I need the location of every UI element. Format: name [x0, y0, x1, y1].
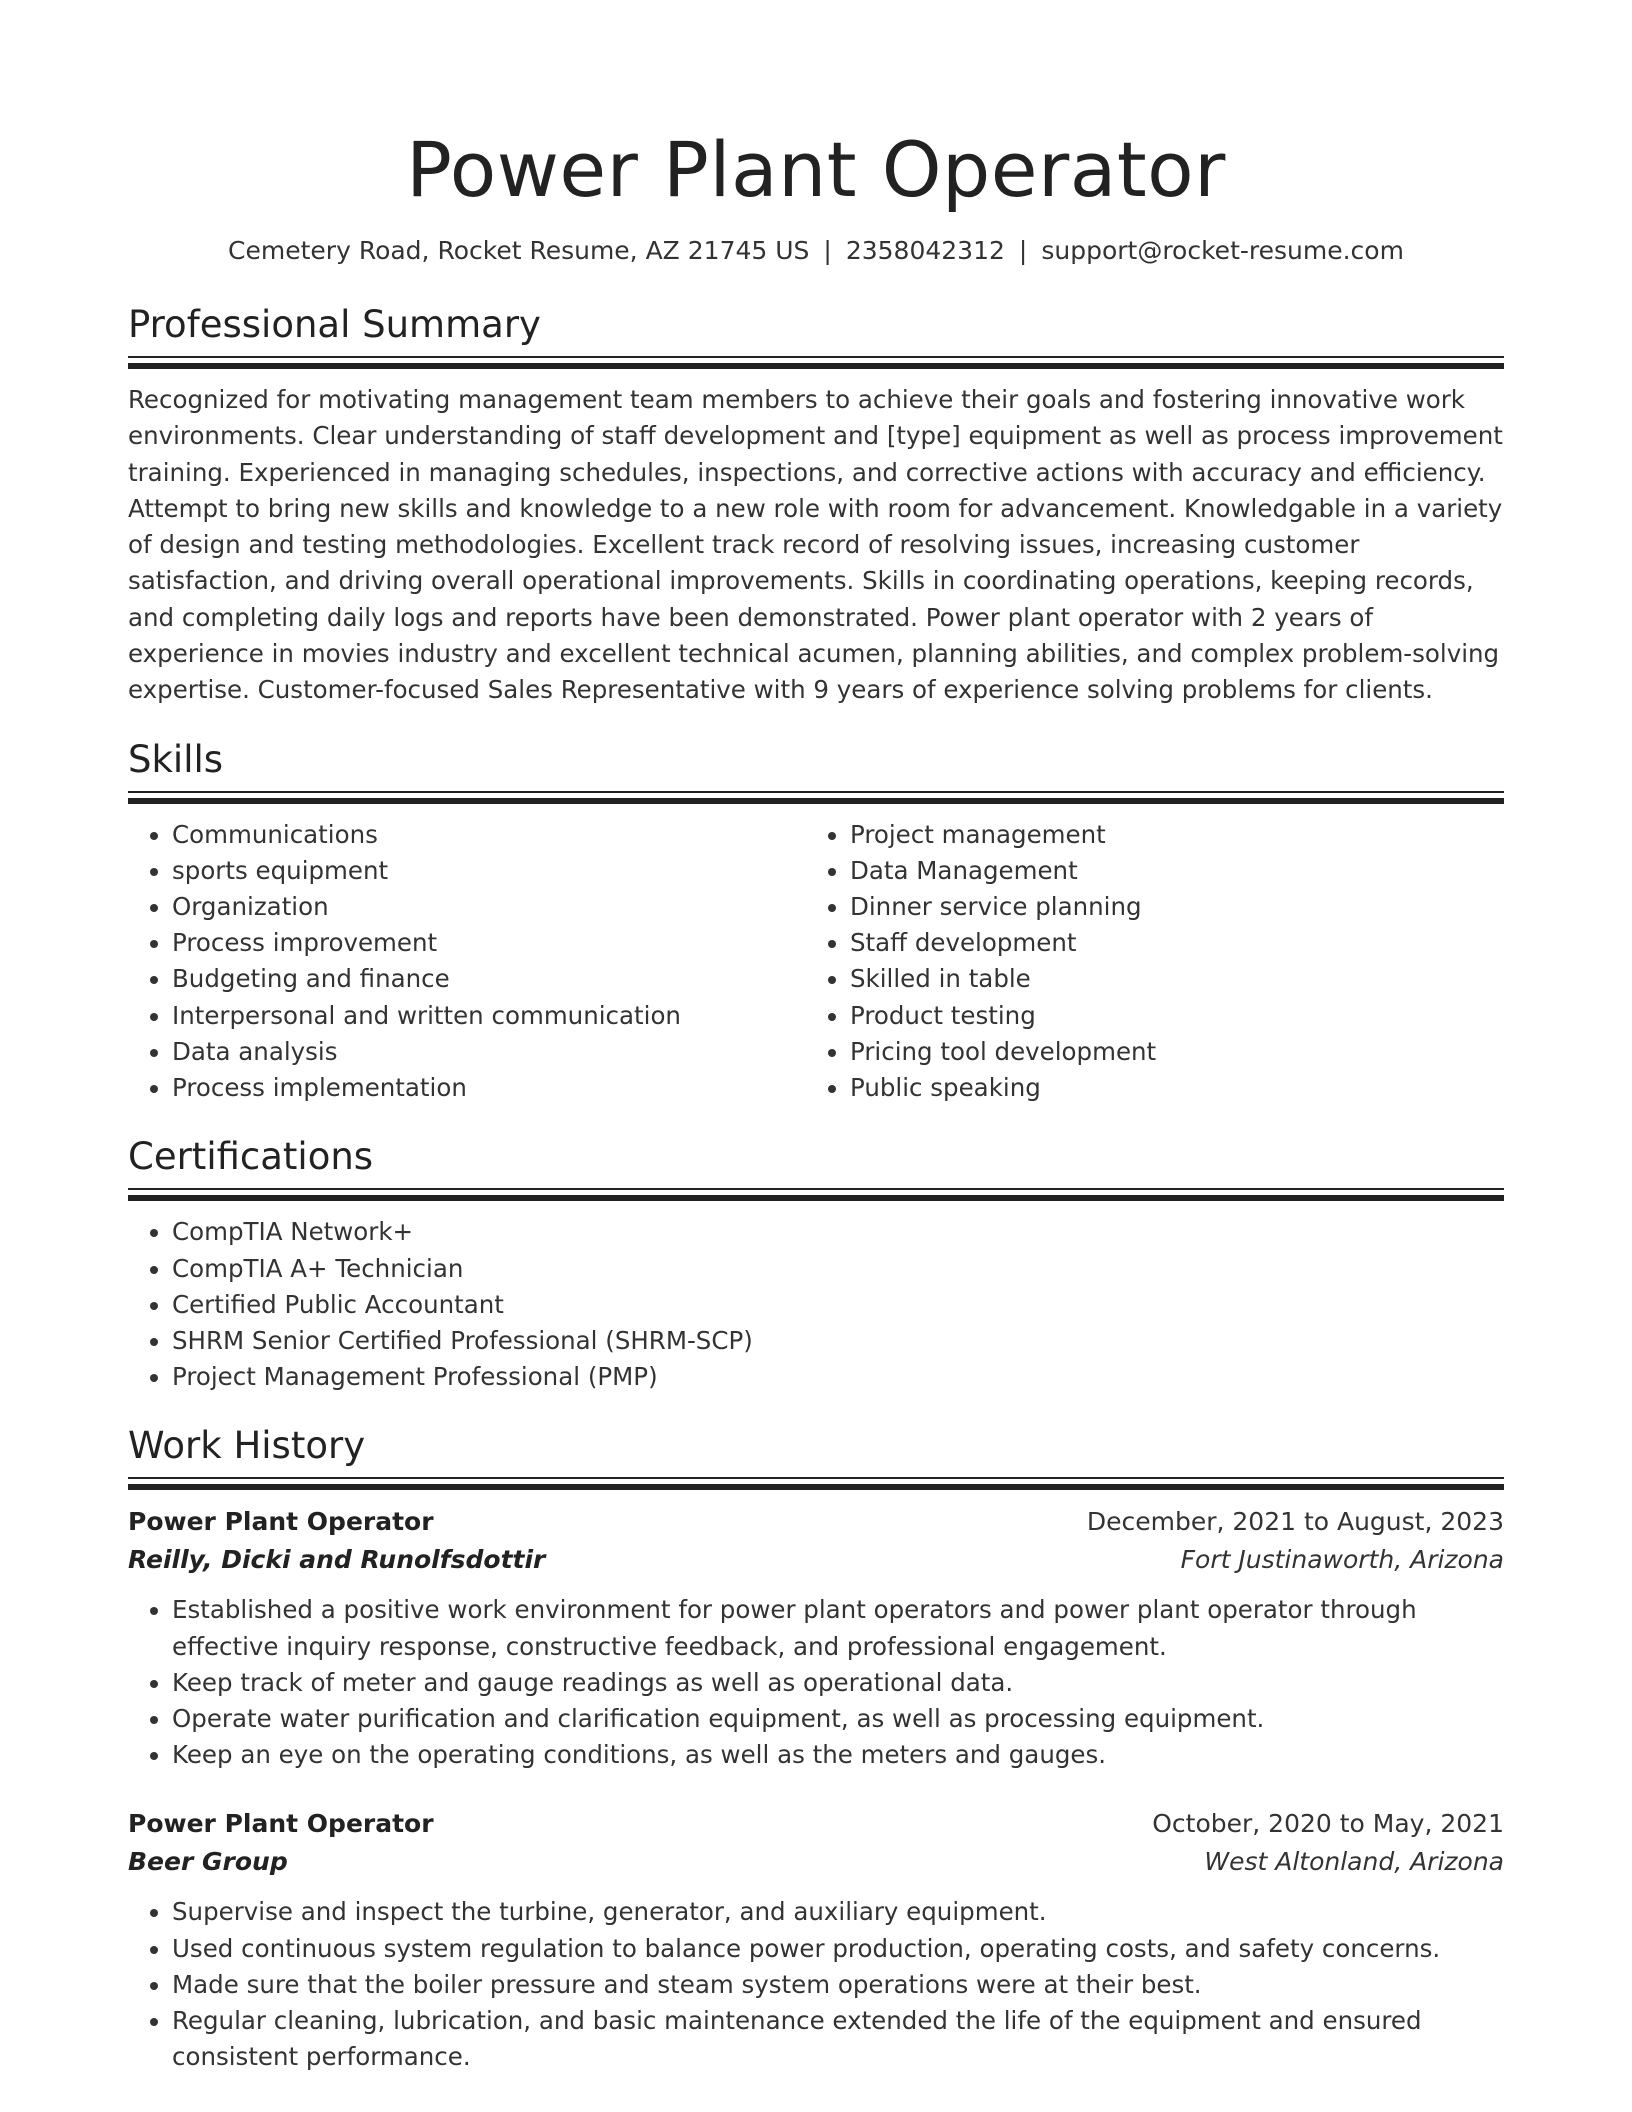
skills-list-right [806, 817, 1484, 1107]
resume-name: Power Plant Operator [406, 125, 1226, 214]
skill-item: • Product testing [850, 998, 1484, 1034]
job-company: Beer Group [128, 1847, 288, 1877]
job-dates: October, 2020 to May, 2021 [1152, 1809, 1504, 1839]
job-title: Power Plant Operator [128, 1809, 434, 1839]
skill-item: • Organization [172, 889, 806, 925]
job-bullet: • Made sure that the boiler pressure and steam system operations were at their best. [172, 1967, 1504, 2003]
skill-item: • Budgeting and finance [172, 961, 806, 997]
skill-item: • Data analysis [172, 1034, 806, 1070]
skill-item: • Process improvement [172, 925, 806, 961]
job-bullet: • Keep track of meter and gauge readings as well as operational data. [172, 1665, 1504, 1701]
skills-section [128, 737, 1504, 1107]
job-entry [128, 1805, 1504, 2075]
summary-section [128, 302, 1504, 709]
job-bullet: • Regular cleaning, lubrication, and basic maintenance extended the life of the equipment and ensured consistent performance. [172, 2003, 1504, 2075]
job-dates: December, 2021 to August, 2023 [1086, 1507, 1504, 1537]
job-location: West Altonland, Arizona [1204, 1847, 1504, 1877]
job-bullet: • Keep an eye on the operating conditions, as well as the meters and gauges. [172, 1737, 1504, 1773]
job-bullets [128, 1894, 1504, 2075]
certification-item: • Project Management Professional (PMP) [172, 1359, 1504, 1395]
skill-item: • Process implementation [172, 1070, 806, 1106]
contact-separator: | [823, 236, 832, 265]
job-company: Reilly, Dicki and Runolfsdottir [128, 1545, 546, 1575]
work-history-section [128, 1423, 1504, 2075]
skill-item: • Communications [172, 817, 806, 853]
contact-separator: | [1018, 236, 1028, 265]
section-title-certifications: Certifications [128, 1135, 374, 1179]
job-header [128, 1805, 1504, 1843]
skill-item: • Pricing tool development [850, 1034, 1484, 1070]
section-title-summary: Professional Summary [128, 303, 541, 346]
section-title-skills: Skills [128, 737, 224, 781]
skill-item: • Staff development [850, 925, 1484, 961]
section-divider [128, 1188, 1504, 1202]
job-bullet: • Operate water purification and clarification equipment, as well as processing equipment. [172, 1701, 1504, 1737]
section-divider [128, 1477, 1504, 1491]
job-header [128, 1503, 1504, 1541]
certification-item: • CompTIA Network+ [172, 1214, 1504, 1250]
skill-item: • Project management [850, 817, 1484, 853]
job-bullet: • Supervise and inspect the turbine, generator, and auxiliary equipment. [172, 1894, 1504, 1930]
job-location: Fort Justinaworth, Arizona [1180, 1545, 1504, 1575]
job-title: Power Plant Operator [128, 1507, 434, 1537]
skill-item: • Dinner service planning [850, 889, 1484, 925]
certification-item: • SHRM Senior Certified Professional (SHRM-SCP) [172, 1323, 1504, 1359]
skill-item: • Interpersonal and written communication [172, 998, 806, 1034]
section-title-work-history: Work History [128, 1424, 366, 1468]
section-divider [128, 791, 1504, 805]
resume-page [128, 0, 1504, 2075]
job-bullet: • Established a positive work environment for power plant operators and power plant operator through effective inquiry response, constructive feedback, and professional engagement. [172, 1592, 1504, 1664]
certifications-section [128, 1134, 1504, 1395]
skills-list-left [128, 817, 806, 1107]
certification-item: • CompTIA A+ Technician [172, 1251, 1504, 1287]
skills-grid [128, 817, 1504, 1107]
contact-line [128, 234, 1504, 268]
summary-text: Recognized for motivating management team members to achieve their goals and fostering innovative work environments. Clear understanding of staff development and [type] equipment as well as process improvement training. Experienced in managing schedules, inspections, and corrective actions with accuracy and efficiency. Attempt to bring new skills and knowledge to a new role with room for advancement. Knowledgable in a variety of design and testing methodologies. Excellent track record of resolving issues, increasing customer satisfaction, and driving overall operational improvements. Skills in coordinating operations, keeping records, and completing daily logs and reports have been demonstrated. Power plant operator with 2 years of experience in movies industry and excellent technical acumen, planning abilities, and complex problem-solving expertise. Customer-focused Sales Representative with 9 years of experience solving problems for clients. [128, 385, 1503, 705]
contact-address: Cemetery Road, Rocket Resume, AZ 21745 US [228, 236, 810, 265]
certifications-list [128, 1214, 1504, 1395]
contact-email: support@rocket-resume.com [1041, 236, 1404, 265]
job-bullet: • Used continuous system regulation to balance power production, operating costs, and safety concerns. [172, 1931, 1504, 1967]
job-subheader [128, 1541, 1504, 1579]
job-entry [128, 1503, 1504, 1773]
skill-item: • sports equipment [172, 853, 806, 889]
section-divider [128, 356, 1504, 370]
contact-phone: 2358042312 [845, 236, 1005, 265]
skill-item: • Data Management [850, 853, 1484, 889]
skill-item: • Public speaking [850, 1070, 1484, 1106]
skill-item: • Skilled in table [850, 961, 1484, 997]
job-subheader [128, 1843, 1504, 1881]
certification-item: • Certified Public Accountant [172, 1287, 1504, 1323]
job-bullets [128, 1592, 1504, 1773]
